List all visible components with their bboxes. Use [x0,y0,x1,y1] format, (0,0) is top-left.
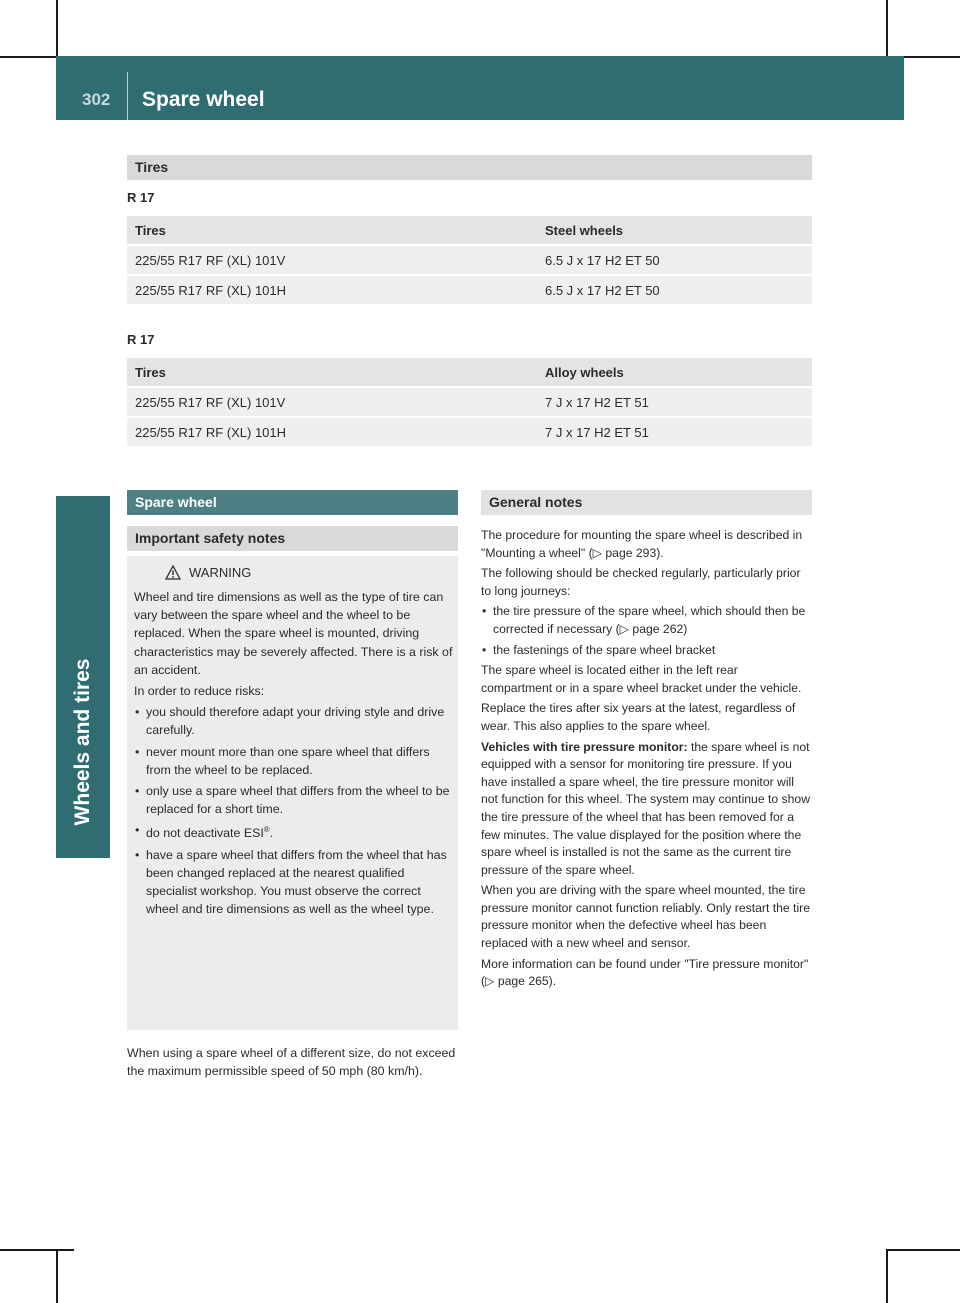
list-item-text: do not deactivate ESI [146,826,264,841]
paragraph: When you are driving with the spare wheel mounted, the tire pressure monitor cannot function reliably. Only restart the tire pressure monitor when the defective wheel has been replaced with a new wheel and sensor. [481,883,810,951]
list-item: • only use a spare wheel that differs from the wheel to be replaced for a short time. [134,782,454,818]
paragraph: Replace the tires after six years at the latest, regardless of wear. This also applies to the spare wheel. [481,701,796,733]
paragraph: More information can be found under "Tire pressure monitor" (▷ page 265). [481,956,809,989]
table-cell: 6.5 J x 17 H2 ET 50 [545,282,660,298]
spare-wheel-heading-text: Spare wheel [135,494,217,510]
crop-mark [904,56,960,58]
check-list [481,603,812,659]
warning-intro: Wheel and tire dimensions as well as the type of tire can vary between the spare wheel and the wheel to be replaced. When the spare wheel is mounted, driving characteristics may be severely affected. There is a risk of an accident. [134,590,453,677]
table-cell: 7 J x 17 H2 ET 51 [545,424,649,440]
safety-notes-heading [127,526,458,551]
table-cell: 225/55 R17 RF (XL) 101H [135,424,287,440]
list-item: • the tire pressure of the spare wheel, which should then be corrected if necessary (▷ page 262) [481,603,812,638]
table-header-row [127,358,812,388]
safety-notes-heading-text: Important safety notes [135,530,286,546]
table-cell: 6.5 J x 17 H2 ET 50 [545,252,660,268]
crop-mark [0,1249,74,1251]
crop-mark [886,1249,960,1251]
crop-mark [886,1250,888,1303]
chapter-side-label: Wheels and tires [71,658,94,826]
alloy-wheels-table [127,358,812,448]
spare-wheel-heading [127,490,458,515]
list-item [134,821,454,842]
tires-heading [127,155,812,180]
page-number: 302 [82,90,111,109]
list-item: • you should therefore adapt your driving style and drive carefully. [134,703,454,739]
column-header: Tires [135,222,166,238]
warning-triangle-icon [165,565,181,580]
paragraph-lead: Vehicles with tire pressure monitor: [481,739,688,754]
table-header-row [127,216,812,246]
crop-mark [0,56,56,58]
page-title: Spare wheel [142,88,265,111]
table-row [127,388,812,418]
table-row [127,246,812,276]
list-item: • never mount more than one spare wheel that differs from the wheel to be replaced. [134,743,454,779]
general-notes-heading-text: General notes [489,494,583,510]
general-notes-heading [481,490,812,515]
warning-bullets [134,703,454,918]
table-cell: 7 J x 17 H2 ET 51 [545,394,649,410]
paragraph: The procedure for mounting the spare wheel is described in "Mounting a wheel" (▷ page 293). [481,528,803,560]
header-divider [127,72,128,120]
paragraph [481,739,812,880]
warning-heading [165,565,251,580]
table-label: R 17 [127,332,155,347]
column-header: Tires [135,364,166,380]
table-label: R 17 [127,190,155,205]
crop-mark [56,0,58,56]
paragraph-body: the spare wheel is not equipped with a sensor for monitoring tire pressure. If you have installed a spare wheel, the tire pressure monitor will not function for this wheel. The system may continue to show the tire pressure of the wheel that has been removed for a few minutes. The value displayed for the position where the spare wheel is installed is not the same as the current tire pressure of the spare wheel. [481,739,811,877]
warning-text [134,588,454,922]
list-item: • the fastenings of the spare wheel bracket [481,642,812,660]
column-header: Alloy wheels [545,364,624,380]
list-item-suffix: . [269,826,274,841]
crop-mark [886,0,888,56]
paragraph: The spare wheel is located either in the left rear compartment or in a spare wheel bracket under the vehicle. [481,663,802,695]
table-row [127,276,812,306]
steel-wheels-table [127,216,812,306]
paragraph: The following should be checked regularly, particularly prior to long journeys: [481,566,801,598]
warning-title: WARNING [189,565,252,580]
table-cell: 225/55 R17 RF (XL) 101V [135,394,286,410]
table-cell: 225/55 R17 RF (XL) 101V [135,252,286,268]
table-row [127,418,812,448]
closing-text: When using a spare wheel of a different size, do not exceed the maximum permissible speed of 50 mph (80 km/h). [127,1046,456,1079]
list-item: • have a spare wheel that differs from the wheel that has been changed replaced at the nearest qualified specialist workshop. You must observe the correct wheel and tire dimensions as well as the wheel type. [134,846,454,919]
registered-mark: ® [263,825,270,835]
table-cell: 225/55 R17 RF (XL) 101H [135,282,287,298]
crop-mark [56,1250,58,1303]
warning-lead: In order to reduce risks: [134,684,265,699]
general-notes-text [481,527,812,994]
tires-heading-text: Tires [135,159,169,175]
closing-paragraph [127,1044,458,1083]
column-header: Steel wheels [545,222,624,238]
